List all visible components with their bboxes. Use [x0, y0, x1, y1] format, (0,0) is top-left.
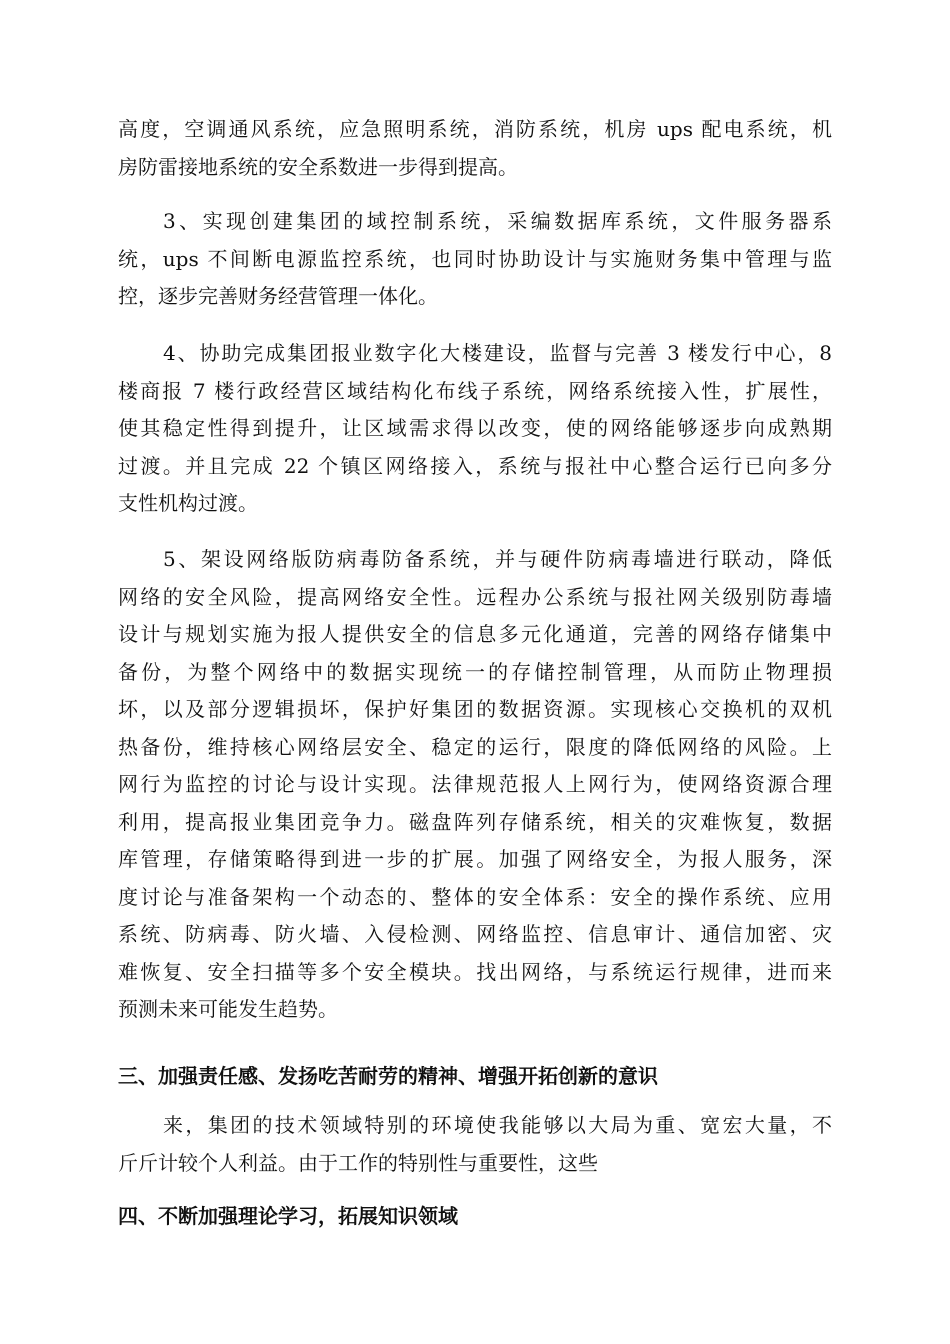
text-line: 使其稳定性得到提升，让区域需求得以改变，使的网络能够逐步向成熟期 [118, 416, 832, 440]
text-line: 支性机构过渡。 [118, 491, 258, 515]
text-line: 3、实现创建集团的域控制系统，采编数据库系统，文件服务器系 [163, 209, 832, 233]
heading-text: 四、不断加强理论学习，拓展知识领域 [118, 1204, 458, 1228]
text-line: 网行为监控的讨论与设计实现。法律规范报人上网行为，使网络资源合理 [118, 772, 832, 796]
text-line: 难恢复、安全扫描等多个安全模块。找出网络，与系统运行规律，进而来 [118, 959, 832, 984]
paragraph-item-4 [118, 335, 832, 523]
paragraph-item-5 [118, 541, 832, 1029]
text-line: 楼商报 7 楼行政经营区域结构化布线子系统，网络系统接入性，扩展性， [118, 378, 832, 403]
text-line: 设计与规划实施为报人提供安全的信息多元化通道，完善的网络存储集中 [118, 622, 832, 646]
text-line: 过渡。并且完成 22 个镇区网络接入，系统与报社中心整合运行已向多分 [118, 453, 832, 478]
section-heading-4 [118, 1198, 832, 1236]
text-line: 热备份，维持核心网络层安全、稳定的运行，限度的降低网络的风险。上 [118, 734, 832, 759]
text-line: 利用，提高报业集团竞争力。磁盘阵列存储系统，相关的灾难恢复，数据 [118, 809, 832, 834]
text-line: 备份，为整个网络中的数据实现统一的存储控制管理，从而防止物理损 [118, 659, 832, 684]
text-line: 5、架设网络版防病毒防备系统，并与硬件防病毒墙进行联动，降低 [163, 547, 832, 571]
text-line: 控，逐步完善财务经营管理一体化。 [118, 284, 438, 308]
text-line: 坏，以及部分逻辑损坏，保护好集团的数据资源。实现核心交换机的双机 [118, 697, 832, 721]
text-line: 斤斤计较个人利益。由于工作的特别性与重要性，这些 [118, 1150, 598, 1175]
paragraph-item-3 [118, 203, 832, 316]
text-line: 系统、防病毒、防火墙、入侵检测、网络监控、信息审计、通信加密、灾 [118, 922, 832, 946]
text-line: 网络的安全风险，提高网络安全性。远程办公系统与报社网关级别防毒墙 [118, 584, 832, 609]
text-line: 4、协助完成集团报业数字化大楼建设，监督与完善 3 楼发行中心，8 [163, 341, 832, 365]
text-line: 高度，空调通风系统，应急照明系统，消防系统，机房 ups 配电系统，机 [118, 117, 832, 141]
text-line: 库管理，存储策略得到进一步的扩展。加强了网络安全，为报人服务，深 [118, 847, 832, 871]
text-line: 预测未来可能发生趋势。 [118, 997, 338, 1021]
text-line: 度讨论与准备架构一个动态的、整体的安全体系：安全的操作系统、应用 [118, 884, 832, 909]
text-line: 来，集团的技术领域特别的环境使我能够以大局为重、宽宏大量，不 [163, 1113, 832, 1137]
text-line: 房防雷接地系统的安全系数进一步得到提高。 [118, 154, 518, 179]
section-heading-3 [118, 1058, 832, 1096]
paragraph-section-3 [118, 1107, 832, 1182]
text-line: 统，ups 不间断电源监控系统，也同时协助设计与实施财务集中管理与监 [118, 246, 832, 271]
heading-text: 三、加强责任感、发扬吃苦耐劳的精神、增强开拓创新的意识 [118, 1064, 658, 1088]
paragraph-1 [118, 111, 832, 186]
